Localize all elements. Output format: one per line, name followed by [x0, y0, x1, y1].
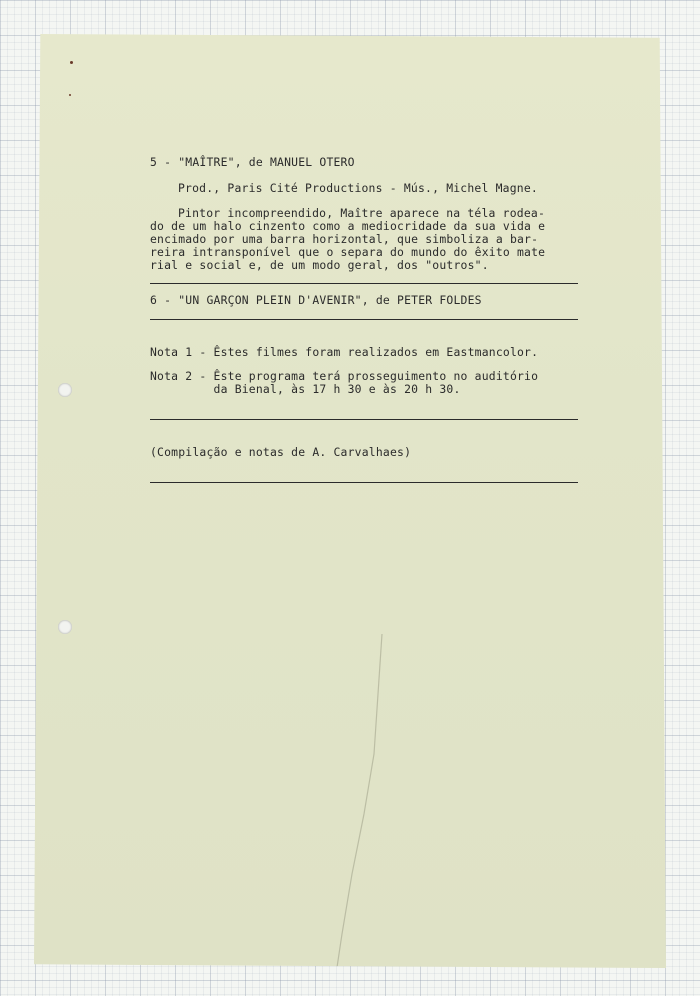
item5-synopsis-line-1: Pintor incompreendido, Maître aparece na téla rodea- [178, 206, 546, 220]
punch-hole-top [58, 383, 72, 397]
item5-synopsis-line-5: rial e social e, de um modo geral, dos "outros". [150, 258, 489, 272]
note-1: Nota 1 - Êstes filmes foram realizados em Eastmancolor. [150, 345, 539, 359]
divider-line [150, 482, 578, 483]
item6-heading: 6 - "UN GARÇON PLEIN D'AVENIR", de PETER FOLDES [150, 293, 482, 307]
item5-synopsis-line-2: do de um halo cinzento como a mediocridade da sua vida e [150, 219, 546, 233]
staple-mark [70, 61, 73, 64]
note-2-line-1: Nota 2 - Êste programa terá prosseguimento no auditório [150, 369, 539, 383]
compilation-credit: (Compilação e notas de A. Carvalhaes) [150, 445, 412, 459]
divider-line [150, 283, 578, 284]
paper-crease [334, 634, 394, 974]
item5-synopsis-line-3: encimado por uma barra horizontal, que simboliza a bar- [150, 232, 539, 246]
staple-mark-2 [69, 94, 71, 96]
item5-credits: Prod., Paris Cité Productions - Mús., Michel Magne. [178, 181, 538, 195]
divider-line [150, 419, 578, 420]
paper-sheet [34, 34, 666, 968]
note-2-line-2: da Bienal, às 17 h 30 e às 20 h 30. [150, 382, 461, 396]
divider-line [150, 319, 578, 320]
item5-synopsis-line-4: reira intransponível que o separa do mundo do êxito mate [150, 245, 546, 259]
punch-hole-bottom [58, 620, 72, 634]
item5-heading: 5 - "MAÎTRE", de MANUEL OTERO [150, 155, 355, 169]
